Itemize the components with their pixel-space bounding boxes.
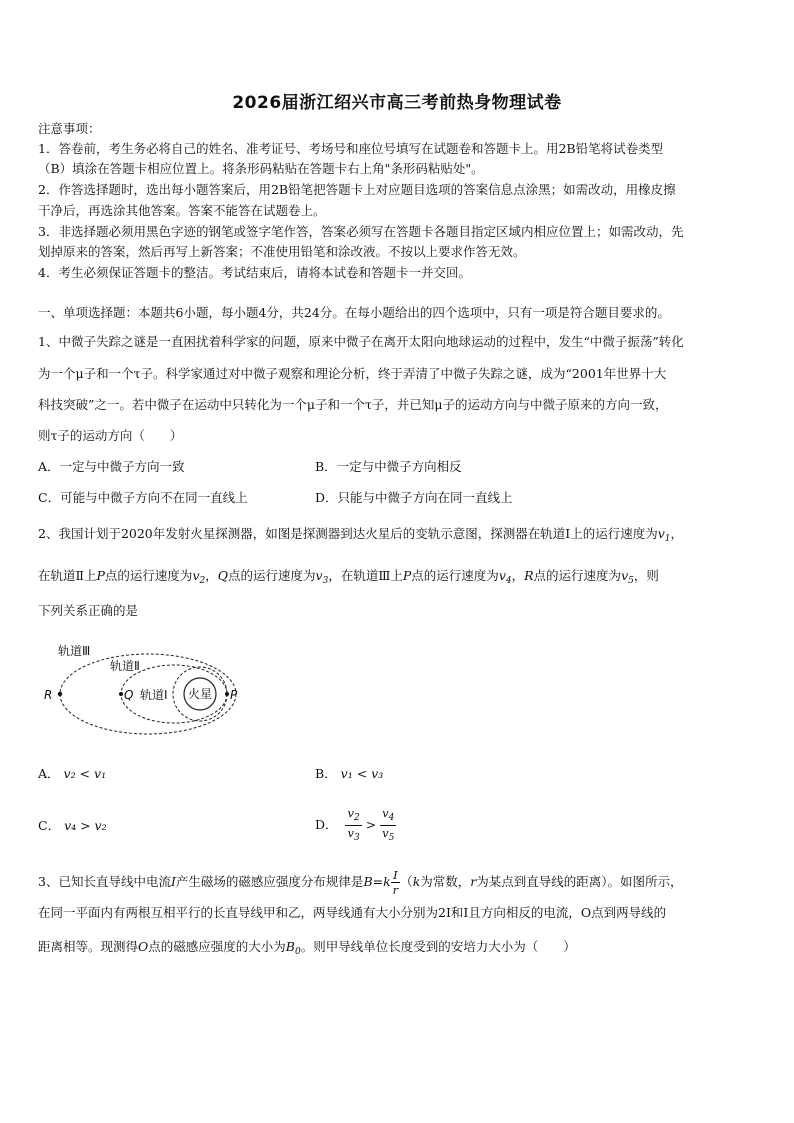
q1-option-d[interactable]: D．只能与中微子方向在同一直线上 [315, 490, 513, 505]
point-q-dot [119, 692, 123, 696]
notice-line: 4．考生必须保证答题卡的整洁。考试结束后，请将本试卷和答题卡一并交回。 [38, 265, 471, 280]
notice-line: 1．答卷前，考生务必将自己的姓名、准考证号、考场号和座位号填写在试题卷和答题卡上。用2B铅笔将试卷类型 [38, 141, 664, 156]
option-math: v₁ < v₃ [340, 766, 384, 781]
q2-v2: $v_2$ [192, 568, 206, 586]
option-math: v₂ < v₁ [63, 766, 107, 781]
q3-b0: $B_0$ [285, 939, 301, 957]
q3-text: 点的磁感应强度的大小为 [148, 939, 286, 954]
fraction-v4-v5: $\frac{v_4}{v_5}$ [382, 806, 395, 843]
q2-v3: $v_3$ [315, 568, 329, 586]
q3-line: 距离相等。现测得O点的磁感应强度的大小为$B_0$。则甲导线单位长度受到的安培力大小为（ ） [38, 939, 576, 957]
q2-point-q: Q [217, 568, 228, 583]
r-label: R [44, 688, 53, 702]
notice-line: 2．作答选择题时，选出每小题答案后，用2B铅笔把答题卡上对应题目选项的答案信息点涂黑；如需改动，用橡皮擦 [38, 182, 676, 197]
q1-line: 则τ子的运动方向（ ） [38, 428, 183, 443]
q2-line: 2、我国计划于2020年发射火星探测器，如图是探测器到达火星后的变轨示意图，探测器在轨道Ⅰ上的运行速度为$v_1$， [38, 526, 684, 544]
page-title: 2026届浙江绍兴市高三考前热身物理试卷 [232, 93, 562, 113]
greater-than: > [365, 817, 377, 832]
q2-text: ，在轨道Ⅲ上 [328, 568, 403, 583]
orbit-diagram [36, 640, 246, 740]
q2-line: 在轨道Ⅱ上P点的运行速度为$v_2$，Q点的运行速度为$v_3$，在轨道Ⅲ上P点的运行速度为$v_4$，R点的运行速度为$v_5$，则 [38, 568, 659, 586]
orbit-3-label: 轨道Ⅲ [58, 644, 91, 658]
q2-option-a[interactable] [38, 766, 106, 782]
q2-text: 2、我国计划于2020年发射火星探测器，如图是探测器到达火星后的变轨示意图，探测器在轨道Ⅰ上的运行速度为 [38, 526, 658, 541]
q2-option-c[interactable] [38, 818, 107, 834]
notice-line: 干净后，再选涂其他答案。答案不能答在试题卷上。 [38, 203, 326, 218]
orbit-1-label: 轨道Ⅰ [140, 688, 168, 702]
q2-point-p: P [96, 568, 105, 583]
notice-line: （B）填涂在答题卡相应位置上。将条形码粘贴在答题卡右上角"条形码粘贴处"。 [38, 161, 484, 176]
q1-line: 科技突破”之一。若中微子在运动中只转化为一个μ子和一个τ子，并已知μ子的运动方向与中微子原来的方向一致， [38, 397, 668, 412]
q2-text: 点的运行速度为 [533, 568, 622, 583]
q2-text: 在轨道Ⅱ上 [38, 568, 97, 583]
q1-option-a[interactable]: A．一定与中微子方向一致 [38, 459, 185, 474]
notice-heading: 注意事项： [38, 121, 101, 136]
q2-text: 点的运行速度为 [411, 568, 499, 583]
q3-current-i: I [170, 874, 176, 889]
planet-label: 火星 [188, 687, 213, 701]
q3-text: 为某点到直导线的距离）。如图所示， [476, 874, 683, 889]
option-label: D． [315, 817, 338, 832]
q2-point-r: R [524, 568, 534, 583]
notice-line: 划掉原来的答案，然后再写上新答案；不准使用铅笔和涂改液。不按以上要求作答无效。 [38, 244, 526, 259]
option-label: C． [38, 818, 61, 833]
fraction-v2-v3: $\frac{v_2}{v_3}$ [347, 806, 360, 843]
orbit-2-label: 轨道Ⅱ [110, 659, 140, 673]
q1-option-b[interactable]: B．一定与中微子方向相反 [315, 459, 462, 474]
q2-v1: $v_1$ [657, 526, 671, 544]
q2-text: 点的运行速度为 [104, 568, 193, 583]
q3-text: 。则甲导线单位长度受到的安培力大小为（ ） [300, 939, 576, 954]
option-label: A． [38, 766, 60, 781]
q2-option-d[interactable] [315, 806, 396, 845]
q-label: Q [124, 688, 134, 702]
q3-text: 为常数， [420, 874, 471, 889]
q2-v4: $v_4$ [498, 568, 512, 586]
q3-formula: B=k $\frac{I}{r}$ [363, 868, 399, 897]
q2-text: 点的运行速度为 [228, 568, 316, 583]
option-math: v₄ > v₂ [64, 818, 107, 833]
q3-text: 产生磁场的磁感应强度分布规律是 [175, 874, 364, 889]
option-label: B． [315, 766, 337, 781]
q1-option-c[interactable]: C．可能与中微子方向不在同一直线上 [38, 490, 248, 505]
point-r-dot [58, 692, 62, 696]
q1-line: 1、中微子失踪之谜是一直困扰着科学家的问题，原来中微子在离开太阳向地球运动的过程中，发生“中微子振荡”转化 [38, 334, 684, 349]
notice-line: 3．非选择题必须用黑色字迹的钢笔或签字笔作答，答案必须写在答题卡各题目指定区域内相应位置上；如需改动，先 [38, 224, 684, 239]
point-p-dot [225, 692, 229, 696]
q1-line: 为一个μ子和一个τ子。科学家通过对中微子观察和理论分析，终于弄清了中微子失踪之谜，成为“2001年世界十大 [38, 366, 667, 381]
q2-point-p: P [402, 568, 412, 583]
q2-option-b[interactable] [315, 766, 383, 782]
q2-text: ，则 [633, 568, 659, 583]
q3-text: 3、已知长直导线中电流 [38, 874, 171, 889]
q3-line: 在同一平面内有两根互相平行的长直导线甲和乙，两导线通有大小分别为2I和I且方向相反的电流，O点到两导线的 [38, 905, 667, 920]
q3-text: （ [400, 874, 413, 889]
q2-v5: $v_5$ [621, 568, 634, 586]
q3-text: 距离相等。现测得 [38, 939, 139, 954]
q3-line: 3、已知长直导线中电流I产生磁场的磁感应强度分布规律是B=k $\frac{I}{r}$ （k为常数，r为某点到直导线的距离）。如图所示， [38, 868, 683, 897]
section-heading: 一、单项选择题：本题共6小题，每小题4分，共24分。在每小题给出的四个选项中，只有一项是符合题目要求的。 [38, 305, 670, 320]
p-label: P [230, 688, 238, 702]
q2-line: 下列关系正确的是 [38, 603, 139, 618]
